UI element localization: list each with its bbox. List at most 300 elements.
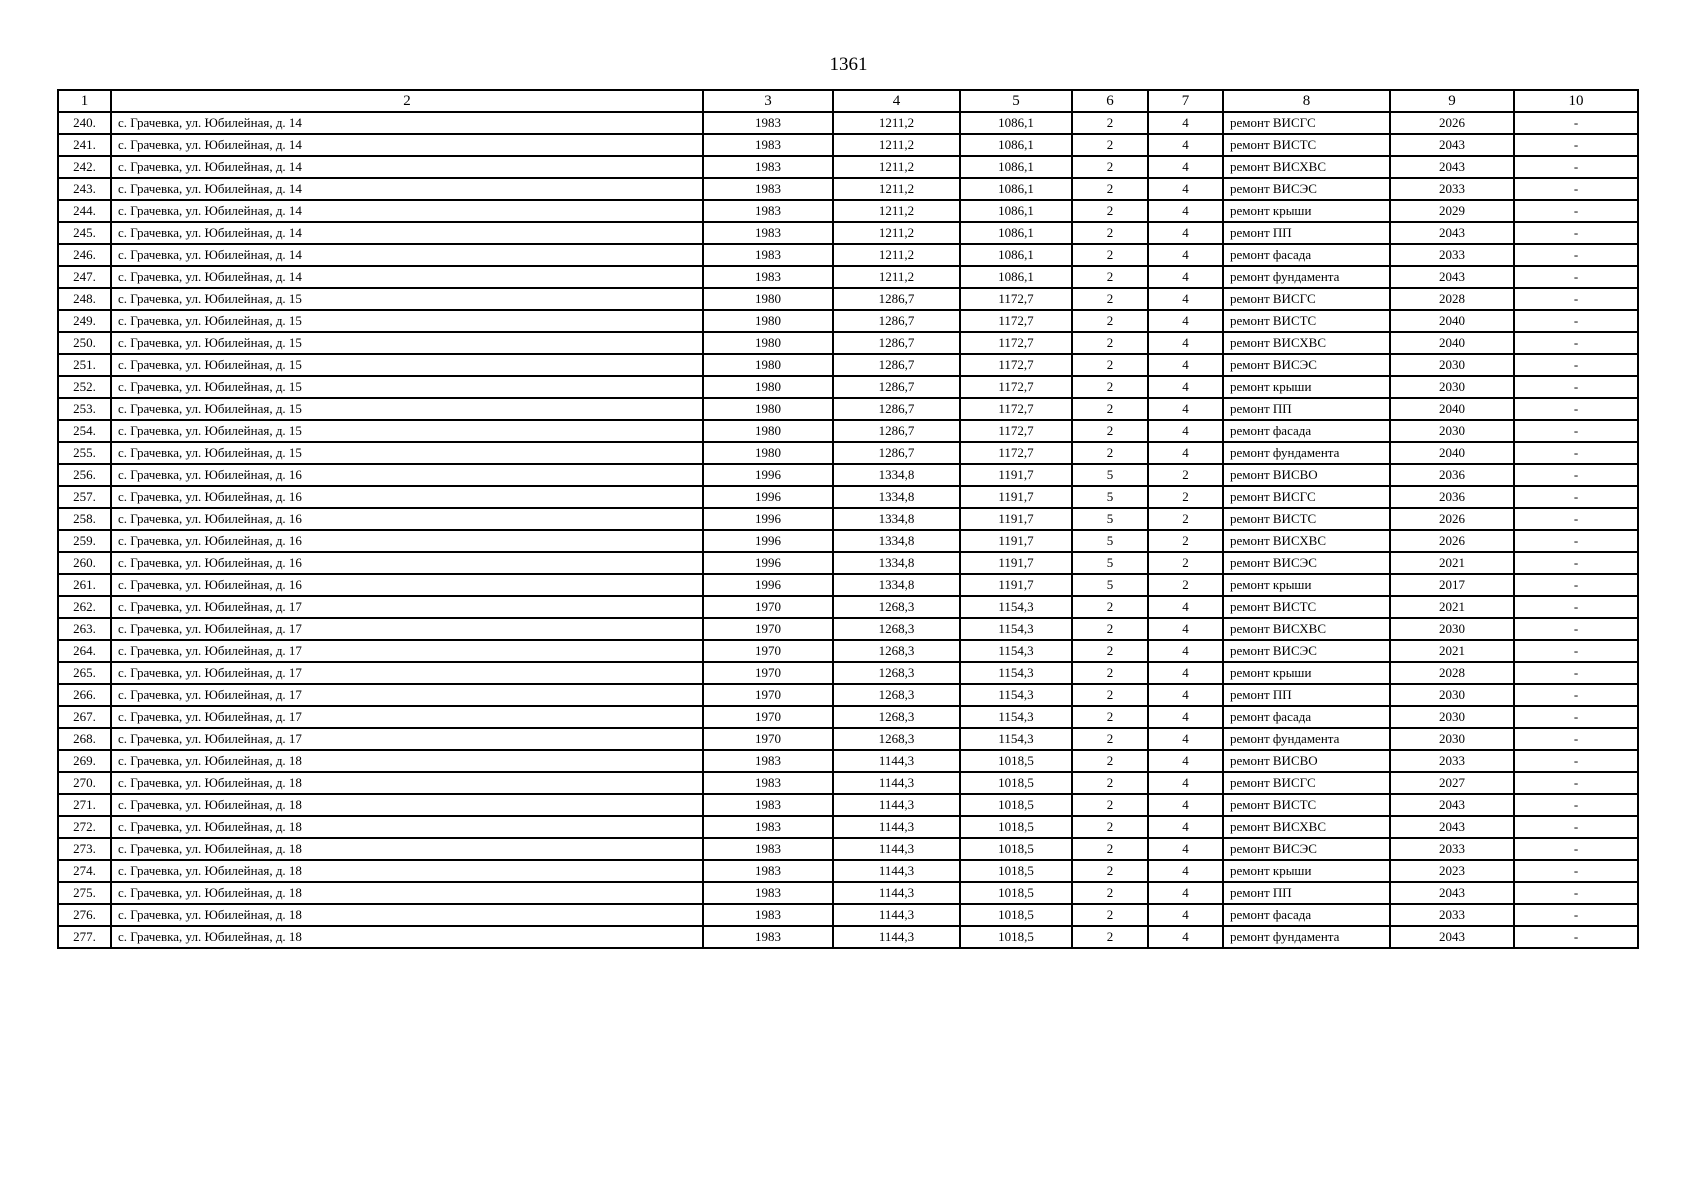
- note-cell: -: [1514, 574, 1638, 596]
- address-cell: с. Грачевка, ул. Юбилейная, д. 15: [111, 310, 703, 332]
- table-row: [58, 706, 1638, 728]
- planned-year-cell: 2029: [1390, 200, 1514, 222]
- work-type-cell: ремонт фасада: [1223, 244, 1390, 266]
- note-cell: -: [1514, 794, 1638, 816]
- floors-cell: 2: [1072, 882, 1148, 904]
- work-type-cell: ремонт ВИСЭС: [1223, 838, 1390, 860]
- note-cell: -: [1514, 200, 1638, 222]
- work-type-cell: ремонт ВИСЭС: [1223, 640, 1390, 662]
- note-cell: -: [1514, 618, 1638, 640]
- table-row: [58, 508, 1638, 530]
- floors-cell: 2: [1072, 420, 1148, 442]
- planned-year-cell: 2043: [1390, 222, 1514, 244]
- planned-year-cell: 2026: [1390, 508, 1514, 530]
- floors-cell: 5: [1072, 574, 1148, 596]
- page-number: 1361: [829, 54, 868, 75]
- living-area-cell: 1018,5: [960, 882, 1072, 904]
- planned-year-cell: 2026: [1390, 530, 1514, 552]
- row-number-cell: 267.: [58, 706, 111, 728]
- living-area-cell: 1191,7: [960, 552, 1072, 574]
- floors-cell: 2: [1072, 222, 1148, 244]
- note-cell: -: [1514, 420, 1638, 442]
- living-area-cell: 1191,7: [960, 464, 1072, 486]
- year-cell: 1983: [703, 838, 833, 860]
- entrances-cell: 2: [1148, 552, 1223, 574]
- floors-cell: 2: [1072, 244, 1148, 266]
- note-cell: -: [1514, 904, 1638, 926]
- work-type-cell: ремонт фундамента: [1223, 926, 1390, 948]
- year-cell: 1970: [703, 662, 833, 684]
- entrances-cell: 4: [1148, 860, 1223, 882]
- year-cell: 1983: [703, 156, 833, 178]
- row-number-cell: 244.: [58, 200, 111, 222]
- total-area-cell: 1334,8: [833, 464, 960, 486]
- year-cell: 1983: [703, 266, 833, 288]
- row-number-cell: 271.: [58, 794, 111, 816]
- year-cell: 1980: [703, 332, 833, 354]
- note-cell: -: [1514, 354, 1638, 376]
- work-type-cell: ремонт ПП: [1223, 684, 1390, 706]
- row-number-cell: 254.: [58, 420, 111, 442]
- table-row: [58, 552, 1638, 574]
- table-row: [58, 816, 1638, 838]
- year-cell: 1970: [703, 706, 833, 728]
- entrances-cell: 4: [1148, 178, 1223, 200]
- entrances-cell: 2: [1148, 464, 1223, 486]
- note-cell: -: [1514, 728, 1638, 750]
- floors-cell: 2: [1072, 926, 1148, 948]
- total-area-cell: 1334,8: [833, 574, 960, 596]
- table-row: [58, 464, 1638, 486]
- work-type-cell: ремонт фасада: [1223, 904, 1390, 926]
- planned-year-cell: 2033: [1390, 904, 1514, 926]
- entrances-cell: 4: [1148, 706, 1223, 728]
- column-header: 1: [58, 90, 111, 112]
- address-cell: с. Грачевка, ул. Юбилейная, д. 14: [111, 178, 703, 200]
- address-cell: с. Грачевка, ул. Юбилейная, д. 14: [111, 134, 703, 156]
- total-area-cell: 1144,3: [833, 926, 960, 948]
- address-cell: с. Грачевка, ул. Юбилейная, д. 18: [111, 904, 703, 926]
- living-area-cell: 1018,5: [960, 816, 1072, 838]
- planned-year-cell: 2040: [1390, 398, 1514, 420]
- entrances-cell: 4: [1148, 156, 1223, 178]
- planned-year-cell: 2043: [1390, 266, 1514, 288]
- address-cell: с. Грачевка, ул. Юбилейная, д. 17: [111, 706, 703, 728]
- year-cell: 1970: [703, 596, 833, 618]
- planned-year-cell: 2028: [1390, 288, 1514, 310]
- floors-cell: 2: [1072, 794, 1148, 816]
- address-cell: с. Грачевка, ул. Юбилейная, д. 18: [111, 750, 703, 772]
- note-cell: -: [1514, 684, 1638, 706]
- total-area-cell: 1211,2: [833, 222, 960, 244]
- address-cell: с. Грачевка, ул. Юбилейная, д. 15: [111, 398, 703, 420]
- living-area-cell: 1191,7: [960, 508, 1072, 530]
- table-row: [58, 486, 1638, 508]
- work-type-cell: ремонт ВИСХВС: [1223, 816, 1390, 838]
- entrances-cell: 4: [1148, 442, 1223, 464]
- year-cell: 1980: [703, 310, 833, 332]
- floors-cell: 2: [1072, 662, 1148, 684]
- year-cell: 1983: [703, 112, 833, 134]
- table-row: [58, 882, 1638, 904]
- floors-cell: 2: [1072, 332, 1148, 354]
- year-cell: 1980: [703, 354, 833, 376]
- total-area-cell: 1268,3: [833, 618, 960, 640]
- work-type-cell: ремонт крыши: [1223, 574, 1390, 596]
- living-area-cell: 1018,5: [960, 926, 1072, 948]
- table-row: [58, 596, 1638, 618]
- work-type-cell: ремонт крыши: [1223, 200, 1390, 222]
- year-cell: 1970: [703, 728, 833, 750]
- floors-cell: 2: [1072, 728, 1148, 750]
- note-cell: -: [1514, 706, 1638, 728]
- address-cell: с. Грачевка, ул. Юбилейная, д. 14: [111, 156, 703, 178]
- living-area-cell: 1086,1: [960, 200, 1072, 222]
- total-area-cell: 1211,2: [833, 156, 960, 178]
- table-row: [58, 178, 1638, 200]
- living-area-cell: 1086,1: [960, 222, 1072, 244]
- work-type-cell: ремонт ВИСТС: [1223, 508, 1390, 530]
- floors-cell: 2: [1072, 376, 1148, 398]
- work-type-cell: ремонт ВИСТС: [1223, 310, 1390, 332]
- work-type-cell: ремонт крыши: [1223, 376, 1390, 398]
- address-cell: с. Грачевка, ул. Юбилейная, д. 14: [111, 266, 703, 288]
- address-cell: с. Грачевка, ул. Юбилейная, д. 17: [111, 684, 703, 706]
- year-cell: 1980: [703, 288, 833, 310]
- column-header: 6: [1072, 90, 1148, 112]
- floors-cell: 2: [1072, 816, 1148, 838]
- address-cell: с. Грачевка, ул. Юбилейная, д. 15: [111, 354, 703, 376]
- work-type-cell: ремонт ВИСГС: [1223, 486, 1390, 508]
- planned-year-cell: 2043: [1390, 882, 1514, 904]
- living-area-cell: 1086,1: [960, 134, 1072, 156]
- column-header: 5: [960, 90, 1072, 112]
- total-area-cell: 1334,8: [833, 530, 960, 552]
- address-cell: с. Грачевка, ул. Юбилейная, д. 14: [111, 200, 703, 222]
- total-area-cell: 1286,7: [833, 398, 960, 420]
- living-area-cell: 1191,7: [960, 574, 1072, 596]
- address-cell: с. Грачевка, ул. Юбилейная, д. 17: [111, 596, 703, 618]
- floors-cell: 2: [1072, 266, 1148, 288]
- entrances-cell: 2: [1148, 574, 1223, 596]
- table-row: [58, 200, 1638, 222]
- address-cell: с. Грачевка, ул. Юбилейная, д. 16: [111, 552, 703, 574]
- year-cell: 1996: [703, 574, 833, 596]
- work-type-cell: ремонт ВИСГС: [1223, 772, 1390, 794]
- planned-year-cell: 2036: [1390, 464, 1514, 486]
- note-cell: -: [1514, 178, 1638, 200]
- work-type-cell: ремонт ВИСВО: [1223, 464, 1390, 486]
- total-area-cell: 1268,3: [833, 728, 960, 750]
- floors-cell: 2: [1072, 706, 1148, 728]
- floors-cell: 2: [1072, 398, 1148, 420]
- work-type-cell: ремонт ПП: [1223, 398, 1390, 420]
- year-cell: 1983: [703, 926, 833, 948]
- year-cell: 1983: [703, 200, 833, 222]
- work-type-cell: ремонт ВИСХВС: [1223, 618, 1390, 640]
- year-cell: 1996: [703, 464, 833, 486]
- row-number-cell: 268.: [58, 728, 111, 750]
- column-header: 8: [1223, 90, 1390, 112]
- address-cell: с. Грачевка, ул. Юбилейная, д. 16: [111, 530, 703, 552]
- work-type-cell: ремонт ПП: [1223, 882, 1390, 904]
- address-cell: с. Грачевка, ул. Юбилейная, д. 15: [111, 376, 703, 398]
- planned-year-cell: 2030: [1390, 684, 1514, 706]
- note-cell: -: [1514, 376, 1638, 398]
- total-area-cell: 1268,3: [833, 596, 960, 618]
- floors-cell: 2: [1072, 112, 1148, 134]
- work-type-cell: ремонт фундамента: [1223, 728, 1390, 750]
- table-row: [58, 838, 1638, 860]
- work-type-cell: ремонт ВИСЭС: [1223, 178, 1390, 200]
- floors-cell: 2: [1072, 178, 1148, 200]
- planned-year-cell: 2026: [1390, 112, 1514, 134]
- floors-cell: 2: [1072, 288, 1148, 310]
- note-cell: -: [1514, 552, 1638, 574]
- row-number-cell: 272.: [58, 816, 111, 838]
- row-number-cell: 242.: [58, 156, 111, 178]
- note-cell: -: [1514, 464, 1638, 486]
- entrances-cell: 4: [1148, 332, 1223, 354]
- note-cell: -: [1514, 860, 1638, 882]
- address-cell: с. Грачевка, ул. Юбилейная, д. 17: [111, 662, 703, 684]
- table-row: [58, 134, 1638, 156]
- total-area-cell: 1144,3: [833, 794, 960, 816]
- planned-year-cell: 2030: [1390, 420, 1514, 442]
- work-type-cell: ремонт ВИСГС: [1223, 112, 1390, 134]
- floors-cell: 2: [1072, 904, 1148, 926]
- planned-year-cell: 2040: [1390, 442, 1514, 464]
- table-row: [58, 860, 1638, 882]
- total-area-cell: 1286,7: [833, 442, 960, 464]
- entrances-cell: 4: [1148, 222, 1223, 244]
- total-area-cell: 1334,8: [833, 508, 960, 530]
- total-area-cell: 1211,2: [833, 178, 960, 200]
- row-number-cell: 252.: [58, 376, 111, 398]
- work-type-cell: ремонт ВИСЭС: [1223, 354, 1390, 376]
- row-number-cell: 248.: [58, 288, 111, 310]
- address-cell: с. Грачевка, ул. Юбилейная, д. 18: [111, 882, 703, 904]
- entrances-cell: 4: [1148, 200, 1223, 222]
- total-area-cell: 1286,7: [833, 420, 960, 442]
- planned-year-cell: 2043: [1390, 156, 1514, 178]
- living-area-cell: 1191,7: [960, 530, 1072, 552]
- work-type-cell: ремонт ВИСГС: [1223, 288, 1390, 310]
- address-cell: с. Грачевка, ул. Юбилейная, д. 16: [111, 464, 703, 486]
- year-cell: 1996: [703, 508, 833, 530]
- table-row: [58, 442, 1638, 464]
- row-number-cell: 261.: [58, 574, 111, 596]
- floors-cell: 5: [1072, 530, 1148, 552]
- note-cell: -: [1514, 750, 1638, 772]
- entrances-cell: 4: [1148, 750, 1223, 772]
- total-area-cell: 1144,3: [833, 772, 960, 794]
- note-cell: -: [1514, 596, 1638, 618]
- work-type-cell: ремонт крыши: [1223, 860, 1390, 882]
- living-area-cell: 1154,3: [960, 706, 1072, 728]
- living-area-cell: 1086,1: [960, 178, 1072, 200]
- row-number-cell: 247.: [58, 266, 111, 288]
- total-area-cell: 1144,3: [833, 816, 960, 838]
- row-number-cell: 245.: [58, 222, 111, 244]
- table-row: [58, 750, 1638, 772]
- work-type-cell: ремонт фасада: [1223, 420, 1390, 442]
- planned-year-cell: 2030: [1390, 354, 1514, 376]
- living-area-cell: 1018,5: [960, 838, 1072, 860]
- work-type-cell: ремонт ВИСХВС: [1223, 156, 1390, 178]
- work-type-cell: ремонт фундамента: [1223, 266, 1390, 288]
- note-cell: -: [1514, 486, 1638, 508]
- planned-year-cell: 2040: [1390, 332, 1514, 354]
- entrances-cell: 4: [1148, 684, 1223, 706]
- address-cell: с. Грачевка, ул. Юбилейная, д. 15: [111, 332, 703, 354]
- address-cell: с. Грачевка, ул. Юбилейная, д. 18: [111, 860, 703, 882]
- table-row: [58, 640, 1638, 662]
- year-cell: 1983: [703, 244, 833, 266]
- table-row: [58, 266, 1638, 288]
- row-number-cell: 270.: [58, 772, 111, 794]
- total-area-cell: 1211,2: [833, 134, 960, 156]
- floors-cell: 2: [1072, 860, 1148, 882]
- living-area-cell: 1154,3: [960, 618, 1072, 640]
- address-cell: с. Грачевка, ул. Юбилейная, д. 14: [111, 112, 703, 134]
- living-area-cell: 1086,1: [960, 156, 1072, 178]
- planned-year-cell: 2030: [1390, 618, 1514, 640]
- living-area-cell: 1172,7: [960, 310, 1072, 332]
- total-area-cell: 1211,2: [833, 244, 960, 266]
- work-type-cell: ремонт ВИСТС: [1223, 794, 1390, 816]
- living-area-cell: 1154,3: [960, 728, 1072, 750]
- total-area-cell: 1211,2: [833, 266, 960, 288]
- floors-cell: 2: [1072, 156, 1148, 178]
- address-cell: с. Грачевка, ул. Юбилейная, д. 14: [111, 222, 703, 244]
- row-number-cell: 277.: [58, 926, 111, 948]
- entrances-cell: 4: [1148, 904, 1223, 926]
- row-number-cell: 253.: [58, 398, 111, 420]
- living-area-cell: 1086,1: [960, 266, 1072, 288]
- year-cell: 1983: [703, 178, 833, 200]
- table-row: [58, 926, 1638, 948]
- floors-cell: 2: [1072, 750, 1148, 772]
- total-area-cell: 1268,3: [833, 706, 960, 728]
- column-header: 10: [1514, 90, 1638, 112]
- table-row: [58, 662, 1638, 684]
- row-number-cell: 256.: [58, 464, 111, 486]
- table-row: [58, 530, 1638, 552]
- living-area-cell: 1172,7: [960, 332, 1072, 354]
- table-row: [58, 728, 1638, 750]
- planned-year-cell: 2043: [1390, 816, 1514, 838]
- address-cell: с. Грачевка, ул. Юбилейная, д. 17: [111, 618, 703, 640]
- total-area-cell: 1334,8: [833, 486, 960, 508]
- total-area-cell: 1268,3: [833, 640, 960, 662]
- address-cell: с. Грачевка, ул. Юбилейная, д. 15: [111, 442, 703, 464]
- note-cell: -: [1514, 508, 1638, 530]
- floors-cell: 5: [1072, 486, 1148, 508]
- total-area-cell: 1211,2: [833, 200, 960, 222]
- row-number-cell: 273.: [58, 838, 111, 860]
- table-row: [58, 112, 1638, 134]
- row-number-cell: 249.: [58, 310, 111, 332]
- row-number-cell: 240.: [58, 112, 111, 134]
- note-cell: -: [1514, 288, 1638, 310]
- note-cell: -: [1514, 772, 1638, 794]
- row-number-cell: 266.: [58, 684, 111, 706]
- year-cell: 1996: [703, 552, 833, 574]
- note-cell: -: [1514, 332, 1638, 354]
- year-cell: 1983: [703, 794, 833, 816]
- floors-cell: 2: [1072, 134, 1148, 156]
- floors-cell: 2: [1072, 838, 1148, 860]
- table-row: [58, 398, 1638, 420]
- column-header: 9: [1390, 90, 1514, 112]
- year-cell: 1983: [703, 860, 833, 882]
- total-area-cell: 1144,3: [833, 838, 960, 860]
- column-header: 4: [833, 90, 960, 112]
- total-area-cell: 1268,3: [833, 662, 960, 684]
- floors-cell: 2: [1072, 442, 1148, 464]
- table-row: [58, 288, 1638, 310]
- floors-cell: 2: [1072, 310, 1148, 332]
- row-number-cell: 276.: [58, 904, 111, 926]
- note-cell: -: [1514, 662, 1638, 684]
- year-cell: 1983: [703, 816, 833, 838]
- total-area-cell: 1144,3: [833, 904, 960, 926]
- note-cell: -: [1514, 442, 1638, 464]
- floors-cell: 2: [1072, 618, 1148, 640]
- entrances-cell: 4: [1148, 112, 1223, 134]
- year-cell: 1983: [703, 134, 833, 156]
- year-cell: 1970: [703, 684, 833, 706]
- total-area-cell: 1286,7: [833, 376, 960, 398]
- year-cell: 1983: [703, 222, 833, 244]
- planned-year-cell: 2033: [1390, 178, 1514, 200]
- entrances-cell: 4: [1148, 772, 1223, 794]
- row-number-cell: 246.: [58, 244, 111, 266]
- entrances-cell: 2: [1148, 530, 1223, 552]
- floors-cell: 2: [1072, 684, 1148, 706]
- year-cell: 1980: [703, 398, 833, 420]
- planned-year-cell: 2033: [1390, 838, 1514, 860]
- entrances-cell: 4: [1148, 596, 1223, 618]
- address-cell: с. Грачевка, ул. Юбилейная, д. 17: [111, 728, 703, 750]
- living-area-cell: 1018,5: [960, 860, 1072, 882]
- work-type-cell: ремонт ВИСТС: [1223, 134, 1390, 156]
- planned-year-cell: 2036: [1390, 486, 1514, 508]
- address-cell: с. Грачевка, ул. Юбилейная, д. 16: [111, 508, 703, 530]
- address-cell: с. Грачевка, ул. Юбилейная, д. 16: [111, 486, 703, 508]
- planned-year-cell: 2023: [1390, 860, 1514, 882]
- note-cell: -: [1514, 266, 1638, 288]
- work-type-cell: ремонт крыши: [1223, 662, 1390, 684]
- column-header: 3: [703, 90, 833, 112]
- row-number-cell: 257.: [58, 486, 111, 508]
- column-header: 7: [1148, 90, 1223, 112]
- row-number-cell: 262.: [58, 596, 111, 618]
- address-cell: с. Грачевка, ул. Юбилейная, д. 14: [111, 244, 703, 266]
- row-number-cell: 251.: [58, 354, 111, 376]
- planned-year-cell: 2021: [1390, 596, 1514, 618]
- row-number-cell: 274.: [58, 860, 111, 882]
- work-type-cell: ремонт ВИСХВС: [1223, 332, 1390, 354]
- table-row: [58, 222, 1638, 244]
- address-cell: с. Грачевка, ул. Юбилейная, д. 17: [111, 640, 703, 662]
- planned-year-cell: 2030: [1390, 706, 1514, 728]
- floors-cell: 2: [1072, 640, 1148, 662]
- table-row: [58, 332, 1638, 354]
- floors-cell: 5: [1072, 552, 1148, 574]
- year-cell: 1996: [703, 486, 833, 508]
